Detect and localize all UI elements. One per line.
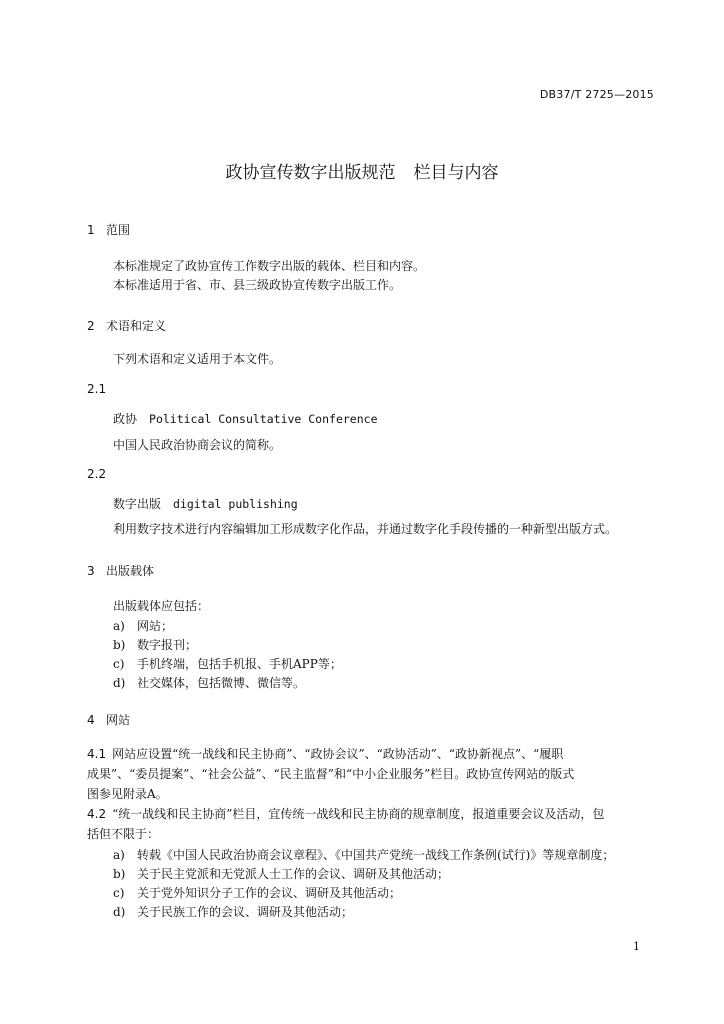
- section-1-line-1: 本标准规定了政协宣传工作数字出版的载体、栏目和内容。: [113, 259, 426, 273]
- clause-4-2: [87, 804, 657, 844]
- section-4-heading: 4 网站: [87, 713, 131, 727]
- section-1-line-2: 本标准适用于省、市、县三级政协宣传数字出版工作。: [113, 278, 402, 292]
- clause-4-2-line-1: 4.2 “统一战线和民主协商”栏目，宜传统一战线和民主协商的规章制度，报道重要会议及活动，包: [87, 807, 605, 821]
- term-2-1-definition: 中国人民政治协商会议的简称。: [113, 438, 282, 452]
- section-2-intro: 下列术语和定义适用于本文件。: [113, 352, 282, 366]
- section-3-intro: 出版载体应包括：: [113, 599, 210, 613]
- clause-4-1-line-2: 成果”、“委员提案”、“社会公益”、“民主监督”和“中小企业服务”栏目。政协宣传网站的版式: [87, 767, 575, 781]
- clause-4-1: [87, 744, 657, 804]
- term-2-2: 数字出版 digital publishing: [113, 497, 298, 511]
- term-2-1: 政协 Political Consultative Conference: [113, 412, 378, 426]
- list-item: a) 转载《中国人民政治协商会议章程》、《中国共产党统一战线工作条例(试行)》等规章制度；: [113, 848, 615, 862]
- clause-2-1-number: 2.1: [87, 382, 107, 396]
- list-item: c) 手机终端，包括手机报、手机APP等；: [113, 657, 342, 671]
- section-1-heading: 1 范围: [87, 223, 131, 237]
- term-2-2-definition: 利用数字技术进行内容编辑加工形成数字化作品，并通过数字化手段传播的一种新型出版方式。: [113, 522, 618, 536]
- clause-4-1-line-3: 图参见附录A。: [87, 787, 168, 801]
- list-item: d) 关于民族工作的会议、调研及其他活动；: [113, 905, 354, 919]
- list-item: b) 关于民主党派和无党派人士工作的会议、调研及其他活动；: [113, 867, 450, 881]
- list-item: c) 关于党外知识分子工作的会议、调研及其他活动；: [113, 886, 402, 900]
- page-number: 1: [633, 940, 640, 953]
- section-3-heading: 3 出版载体: [87, 564, 155, 578]
- section-2-heading: 2 术语和定义: [87, 319, 167, 333]
- standard-code: DB37/T 2725—2015: [539, 88, 654, 101]
- clause-2-2-number: 2.2: [87, 467, 107, 481]
- list-item: d) 社交媒体，包括微博、微信等。: [113, 676, 306, 690]
- list-item: a) 网站；: [113, 619, 174, 633]
- title-main: 政协宣传数字出版规范: [225, 163, 396, 183]
- title-sub: 栏目与内容: [413, 163, 499, 183]
- clause-4-2-line-2: 括但不限于：: [87, 827, 160, 841]
- list-item: b) 数字报刊；: [113, 638, 198, 652]
- document-title: [0, 158, 724, 183]
- clause-4-1-line-1: 4.1 网站应设置“统一战线和民主协商”、“政协会议”、“政协活动”、“政协新视点”、“履职: [87, 747, 564, 761]
